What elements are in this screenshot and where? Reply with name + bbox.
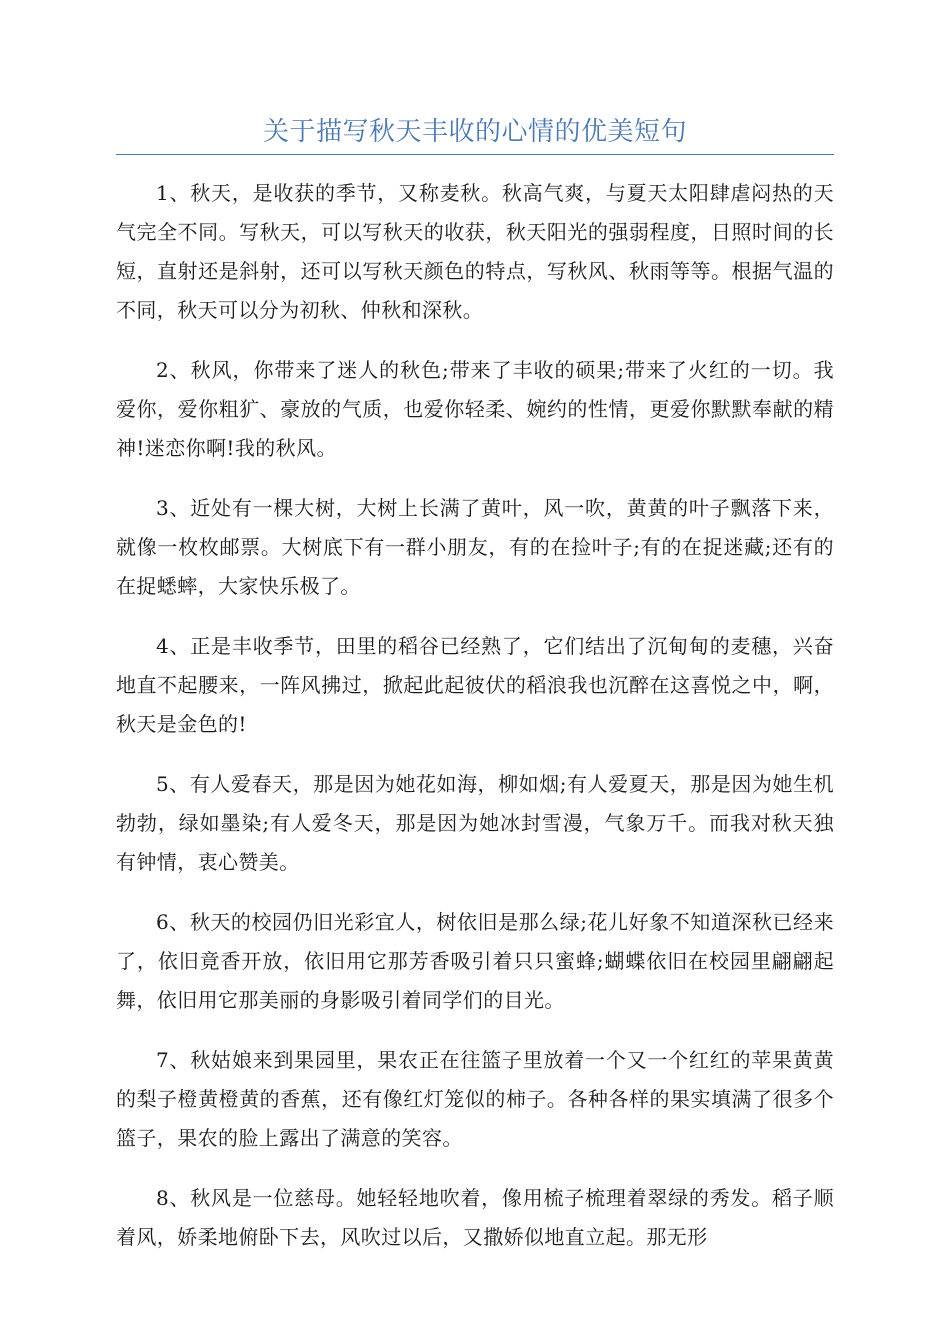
paragraph-1: 1、秋天，是收获的季节，又称麦秋。秋高气爽，与夏天太阳肆虐闷热的天气完全不同。写秋天，可以写秋天的收获，秋天阳光的强弱程度，日照时间的长短，直射还是斜射，还可以写秋天颜色的特点，写秋风、秋雨等等。根据气温的不同，秋天可以分为初秋、仲秋和深秋。 — [116, 181, 834, 322]
paragraph-6: 6、秋天的校园仍旧光彩宜人，树依旧是那么绿;花儿好象不知道深秋已经来了，依旧竟香开放，依旧用它那芳香吸引着只只蜜蜂;蝴蝶依旧在校园里翩翩起舞，依旧用它那美丽的身影吸引着同学们的目光。 — [116, 910, 834, 1012]
paragraph-8: 8、秋风是一位慈母。她轻轻地吹着，像用梳子梳理着翠绿的秀发。稻子顺着风，娇柔地俯卧下去，风吹过以后，又撒娇似地直立起。那无形 — [116, 1186, 834, 1249]
document-body — [116, 174, 834, 1278]
paragraph-5: 5、有人爱春天，那是因为她花如海，柳如烟;有人爱夏天，那是因为她生机勃勃，绿如墨染;有人爱冬天，那是因为她冰封雪漫，气象万千。而我对秋天独有钟情，衷心赞美。 — [116, 772, 834, 874]
paragraph-2: 2、秋风，你带来了迷人的秋色;带来了丰收的硕果;带来了火红的一切。我爱你，爱你粗犷、豪放的气质，也爱你轻柔、婉约的性情，更爱你默默奉献的精神!迷恋你啊!我的秋风。 — [116, 358, 834, 460]
paragraph-7: 7、秋姑娘来到果园里，果农正在往篮子里放着一个又一个红红的苹果黄黄的梨子橙黄橙黄的香蕉，还有像红灯笼似的柿子。各种各样的果实填满了很多个篮子，果农的脸上露出了满意的笑容。 — [116, 1048, 834, 1150]
paragraph-4: 4、正是丰收季节，田里的稻谷已经熟了，它们结出了沉甸甸的麦穗，兴奋地直不起腰来，一阵风拂过，掀起此起彼伏的稻浪我也沉醉在这喜悦之中，啊，秋天是金色的! — [116, 634, 834, 736]
title-underline — [116, 154, 834, 155]
paragraph-3: 3、近处有一棵大树，大树上长满了黄叶，风一吹，黄黄的叶子飘落下来，就像一枚枚邮票。大树底下有一群小朋友，有的在捡叶子;有的在捉迷藏;还有的在捉蟋蟀，大家快乐极了。 — [116, 496, 834, 598]
document-title: 关于描写秋天丰收的心情的优美短句 — [262, 117, 687, 147]
